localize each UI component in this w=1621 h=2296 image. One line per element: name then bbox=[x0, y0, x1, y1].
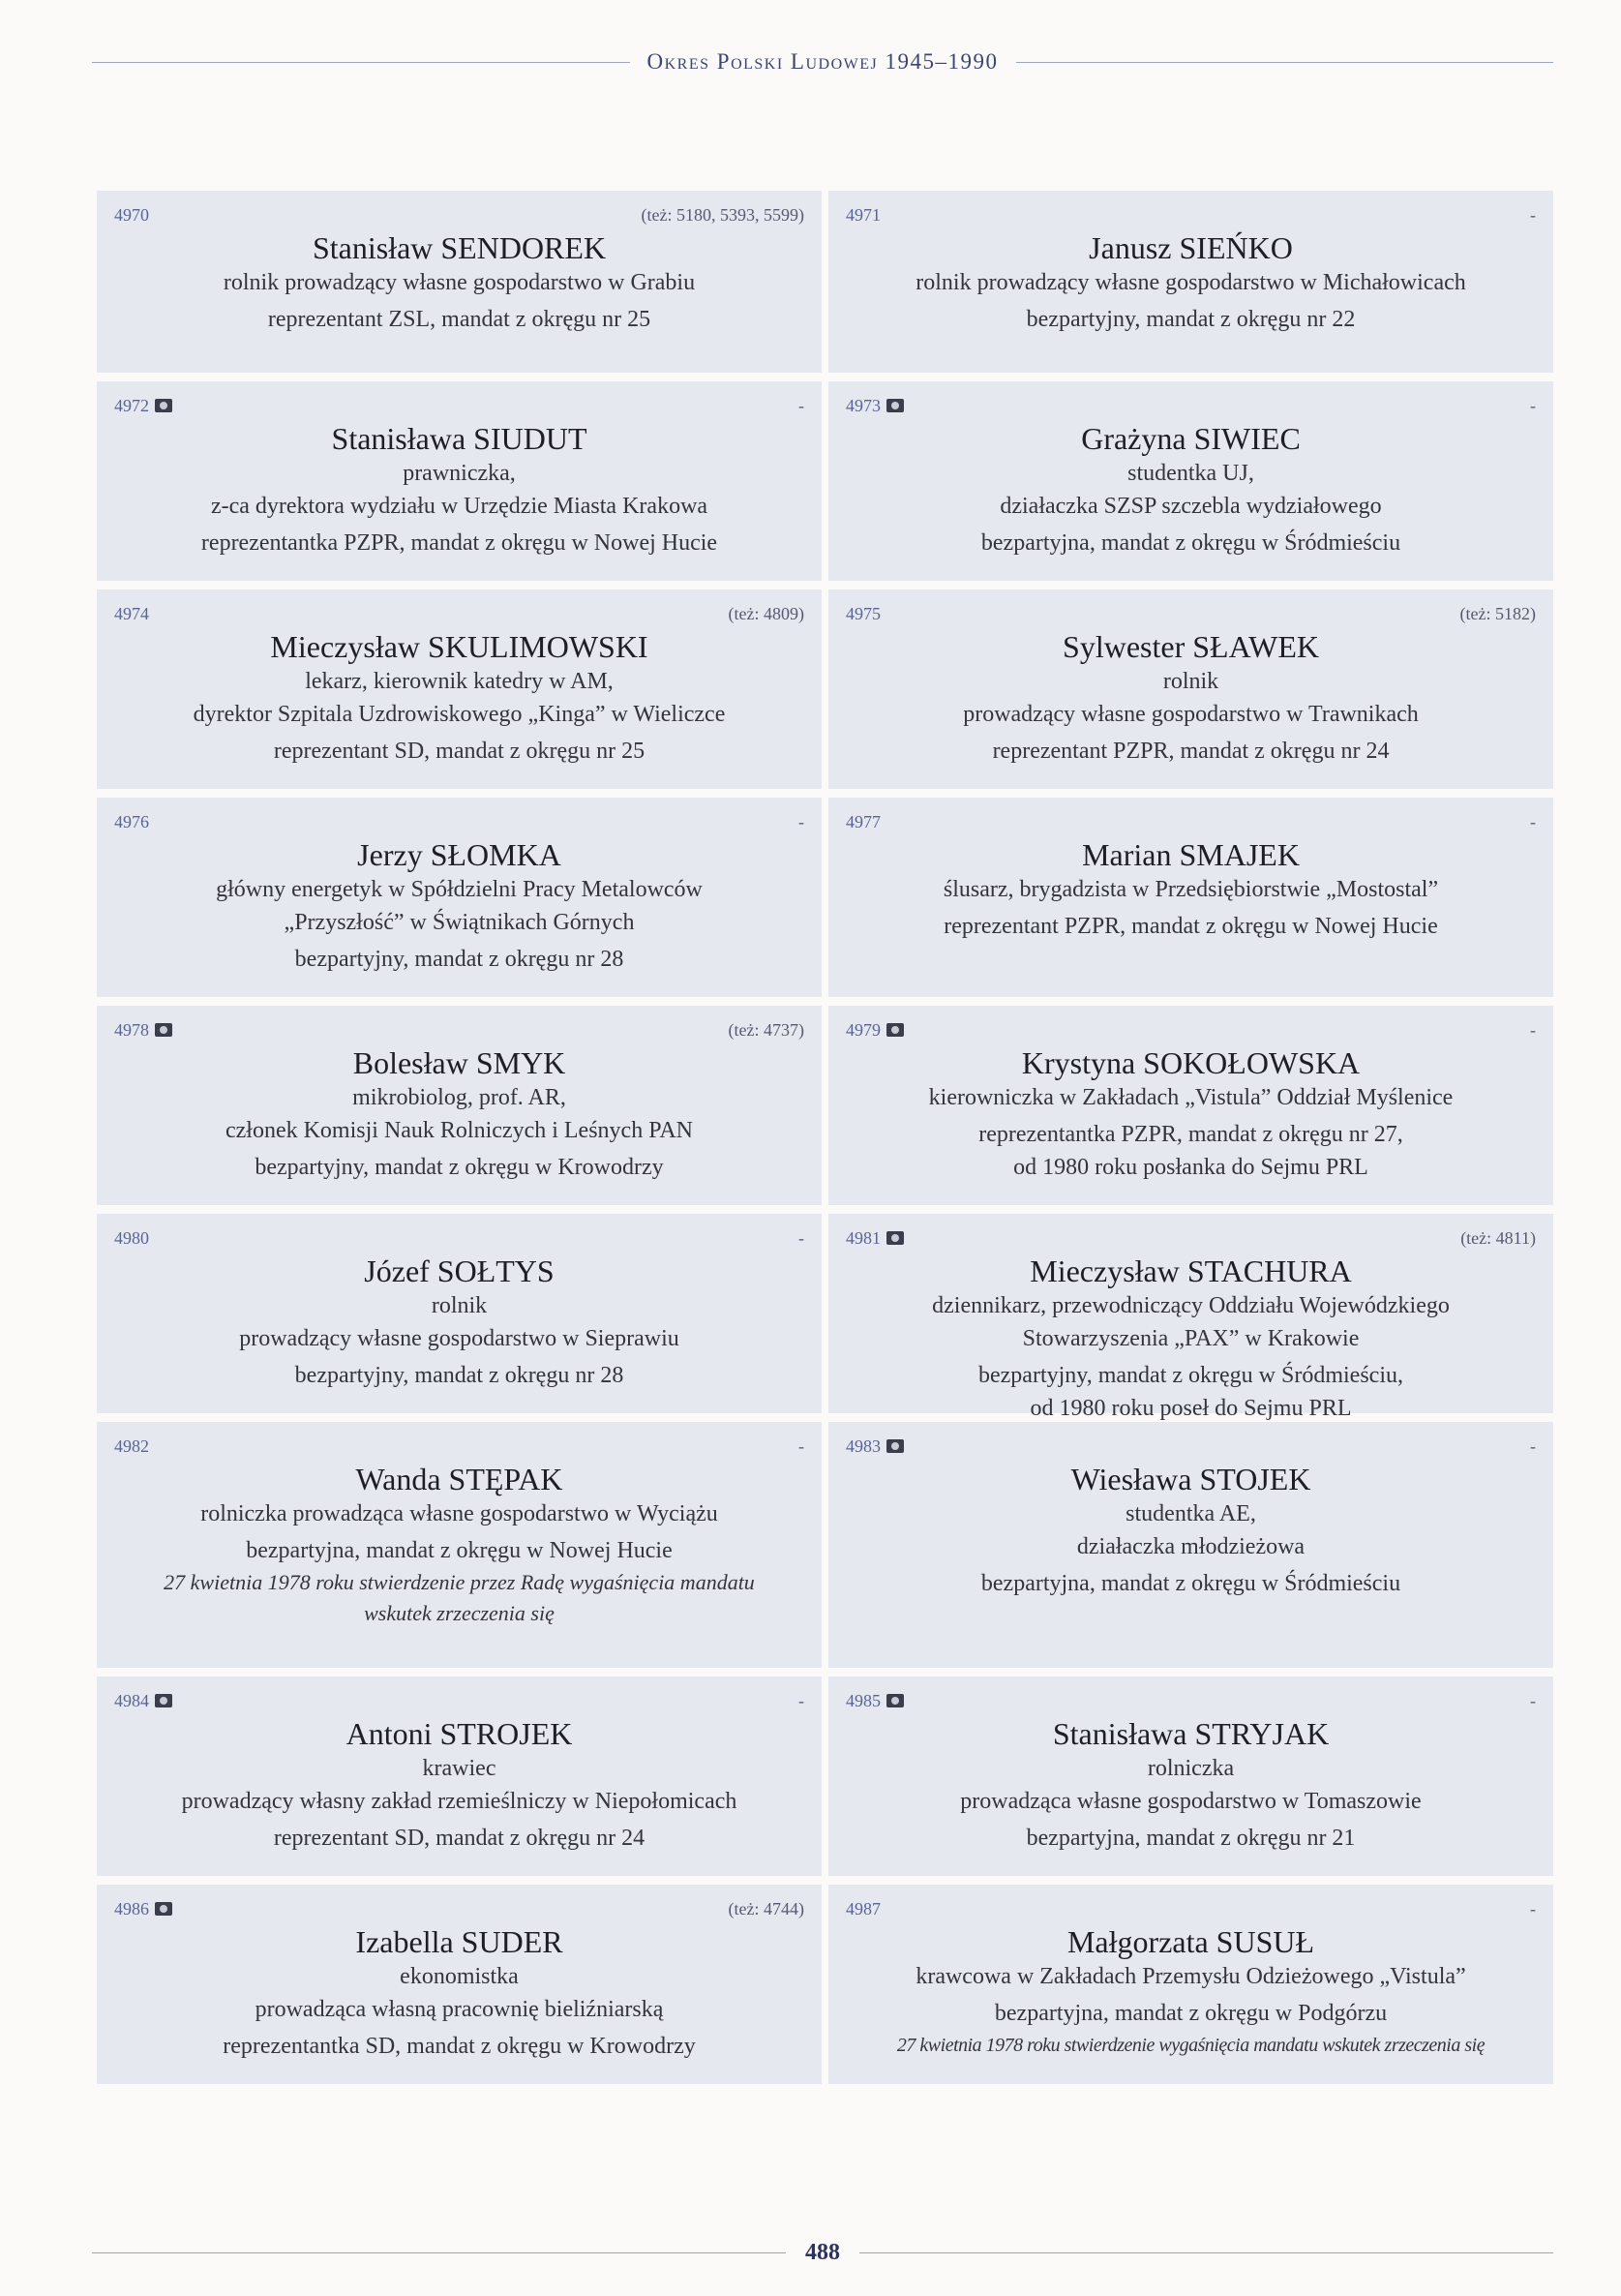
deputy-name: Antoni STROJEK bbox=[345, 1716, 573, 1751]
deputy-mandate: od 1980 roku posłanka do Sejmu PRL bbox=[1013, 1155, 1368, 1180]
deputy-occupation: ekonomistka bbox=[400, 1964, 519, 1989]
deputy-occupation: rolniczka prowadząca własne gospodarstwo w Wyciążu bbox=[200, 1501, 718, 1526]
deputy-occupation: dyrektor Szpitala Uzdrowiskowego „Kinga” w Wieliczce bbox=[193, 702, 726, 727]
deputy-card bbox=[828, 1006, 1553, 1205]
deputy-name: Mieczysław STACHURA bbox=[1030, 1254, 1352, 1288]
deputy-mandate: bezpartyjna, mandat z okręgu nr 21 bbox=[1026, 1826, 1356, 1851]
deputy-card bbox=[828, 1422, 1553, 1668]
deputy-name: Wanda STĘPAK bbox=[355, 1462, 563, 1496]
deputy-occupation: studentka UJ, bbox=[1127, 461, 1254, 486]
card-number-group bbox=[114, 812, 149, 832]
deputy-card bbox=[97, 1422, 822, 1668]
deputy-mandate: reprezentantka PZPR, mandat z okręgu w Nowej Hucie bbox=[200, 530, 718, 556]
card-header bbox=[114, 204, 804, 226]
header-title: Okres Polski Ludowej 1945–1990 bbox=[646, 49, 999, 74]
cross-reference: - bbox=[798, 395, 804, 415]
card-number-group bbox=[114, 1228, 149, 1249]
card-number: 4985 bbox=[846, 1690, 881, 1710]
deputy-note: 27 kwietnia 1978 roku stwierdzenie przez Radę wygaśnięcia mandatu bbox=[164, 1570, 755, 1594]
card-header bbox=[114, 1019, 804, 1041]
deputy-mandate: bezpartyjny, mandat z okręgu w Śródmieściu, bbox=[978, 1363, 1403, 1388]
deputy-occupation: „Przyszłość” w Świątnikach Górnych bbox=[284, 910, 635, 935]
footer-rule-right bbox=[859, 2252, 1553, 2253]
deputy-mandate: bezpartyjna, mandat z okręgu w Podgórzu bbox=[994, 2001, 1388, 2026]
card-number-group bbox=[114, 205, 149, 226]
deputy-mandate: bezpartyjna, mandat z okręgu w Nowej Hucie bbox=[246, 1538, 673, 1563]
deputy-occupation: krawiec bbox=[422, 1756, 496, 1781]
card-number-group bbox=[114, 396, 172, 416]
deputy-occupation: mikrobiolog, prof. AR, bbox=[352, 1085, 566, 1110]
cross-reference: (też: 5182) bbox=[1459, 603, 1536, 623]
deputy-occupation: z-ca dyrektora wydziału w Urzędzie Miasta Krakowa bbox=[210, 494, 708, 519]
deputy-name: Janusz SIEŃKO bbox=[1089, 230, 1293, 265]
card-number-group bbox=[846, 1436, 904, 1457]
deputy-card bbox=[97, 1214, 822, 1413]
card-number-group bbox=[846, 1228, 904, 1249]
deputy-occupation: kierowniczka w Zakładach „Vistula” Oddział Myślenice bbox=[928, 1085, 1454, 1110]
card-number: 4974 bbox=[114, 603, 149, 623]
card-header bbox=[114, 1690, 804, 1711]
deputy-occupation: rolnik bbox=[431, 1293, 488, 1318]
deputy-mandate: reprezentant PZPR, mandat z okręgu nr 24 bbox=[992, 739, 1390, 764]
cross-reference: - bbox=[1530, 395, 1536, 415]
deputy-occupation: ślusarz, brygadzista w Przedsiębiorstwie „Mostostal” bbox=[943, 877, 1439, 902]
card-number-group bbox=[846, 1899, 881, 1919]
cross-reference: (też: 5180, 5393, 5599) bbox=[641, 204, 804, 225]
deputy-card bbox=[828, 1214, 1553, 1421]
card-number-group bbox=[114, 1691, 172, 1711]
deputy-note: wskutek zrzeczenia się bbox=[364, 1601, 555, 1625]
page-footer bbox=[92, 2233, 1553, 2272]
camera-icon bbox=[886, 1694, 904, 1707]
card-number-group bbox=[846, 604, 881, 624]
deputy-name: Marian SMAJEK bbox=[1082, 837, 1300, 872]
camera-icon bbox=[886, 1023, 904, 1037]
deputy-occupation: Stowarzyszenia „PAX” w Krakowie bbox=[1022, 1326, 1360, 1351]
deputy-name: Stanisława SIUDUT bbox=[331, 421, 587, 456]
deputy-mandate: bezpartyjny, mandat z okręgu nr 22 bbox=[1026, 307, 1356, 332]
deputy-card bbox=[828, 798, 1553, 997]
deputy-mandate: reprezentant ZSL, mandat z okręgu nr 25 bbox=[267, 307, 651, 332]
deputy-card bbox=[828, 191, 1553, 373]
deputy-occupation: prowadzący własny zakład rzemieślniczy w Niepołomicach bbox=[181, 1789, 737, 1814]
deputy-card bbox=[97, 1006, 822, 1205]
deputy-occupation: prowadząca własną pracownię bieliźniarską bbox=[255, 1997, 664, 2022]
deputy-occupation: rolnik prowadzący własne gospodarstwo w Michałowicach bbox=[916, 270, 1466, 295]
deputy-mandate: bezpartyjny, mandat z okręgu w Krowodrzy bbox=[255, 1155, 664, 1180]
cross-reference: - bbox=[1530, 1019, 1536, 1040]
card-number-group bbox=[114, 1020, 172, 1041]
deputy-occupation: prowadzący własne gospodarstwo w Sieprawiu bbox=[239, 1326, 679, 1351]
card-number: 4970 bbox=[114, 204, 149, 225]
deputy-card bbox=[97, 589, 822, 789]
cross-reference: - bbox=[1530, 204, 1536, 225]
card-header bbox=[114, 603, 804, 624]
deputy-card bbox=[828, 381, 1553, 581]
card-header bbox=[846, 395, 1536, 416]
deputy-occupation: rolnik bbox=[1162, 669, 1219, 694]
card-number: 4976 bbox=[114, 811, 149, 831]
cross-reference: - bbox=[798, 1227, 804, 1248]
card-header bbox=[114, 1898, 804, 1919]
card-header bbox=[846, 1227, 1536, 1249]
card-number: 4978 bbox=[114, 1019, 149, 1040]
card-number: 4975 bbox=[846, 603, 881, 623]
cross-reference: - bbox=[1530, 1898, 1536, 1918]
card-number: 4987 bbox=[846, 1898, 881, 1918]
camera-icon bbox=[155, 1902, 172, 1916]
deputy-mandate: reprezentant PZPR, mandat z okręgu w Nowej Hucie bbox=[944, 914, 1438, 939]
card-header bbox=[846, 1435, 1536, 1457]
card-header bbox=[846, 603, 1536, 624]
deputy-mandate: reprezentantka SD, mandat z okręgu w Krowodrzy bbox=[223, 2034, 696, 2059]
card-number: 4972 bbox=[114, 395, 149, 415]
deputy-name: Krystyna SOKOŁOWSKA bbox=[1021, 1045, 1361, 1080]
cross-reference: - bbox=[1530, 1690, 1536, 1710]
cross-reference: - bbox=[798, 1690, 804, 1710]
card-number: 4980 bbox=[114, 1227, 149, 1248]
card-number-group bbox=[846, 205, 881, 226]
cross-reference: (też: 4811) bbox=[1460, 1227, 1536, 1248]
card-number-group bbox=[114, 604, 149, 624]
card-header bbox=[114, 395, 804, 416]
deputy-card bbox=[97, 1885, 822, 2084]
deputy-occupation: lekarz, kierownik katedry w AM, bbox=[305, 669, 614, 694]
deputy-mandate: bezpartyjny, mandat z okręgu nr 28 bbox=[294, 1363, 624, 1388]
deputy-card bbox=[828, 1677, 1553, 1876]
deputy-occupation: główny energetyk w Spółdzielni Pracy Metalowców bbox=[216, 877, 703, 902]
card-header bbox=[846, 204, 1536, 226]
deputy-name: Grażyna SIWIEC bbox=[1081, 421, 1301, 456]
deputy-mandate: reprezentant SD, mandat z okręgu nr 25 bbox=[273, 739, 645, 764]
cross-reference: - bbox=[798, 1435, 804, 1456]
deputy-occupation: rolniczka bbox=[1147, 1756, 1235, 1781]
page-number: 488 bbox=[805, 2239, 840, 2265]
deputy-occupation: członek Komisji Nauk Rolniczych i Leśnych PAN bbox=[225, 1118, 694, 1143]
camera-icon bbox=[155, 1694, 172, 1707]
deputy-card bbox=[97, 798, 822, 997]
card-header bbox=[846, 1019, 1536, 1041]
deputy-occupation: prowadzący własne gospodarstwo w Trawnikach bbox=[963, 702, 1419, 727]
deputy-name: Mieczysław SKULIMOWSKI bbox=[270, 629, 648, 664]
deputy-card bbox=[97, 1677, 822, 1876]
card-number-group bbox=[846, 1020, 904, 1041]
camera-icon bbox=[155, 1023, 172, 1037]
cross-reference: - bbox=[798, 811, 804, 831]
deputy-mandate: reprezentantka PZPR, mandat z okręgu nr 27, bbox=[978, 1122, 1403, 1147]
deputy-name: Izabella SUDER bbox=[355, 1924, 563, 1959]
deputy-name: Małgorzata SUSUŁ bbox=[1066, 1924, 1315, 1959]
card-number-group bbox=[846, 396, 904, 416]
deputy-card bbox=[828, 589, 1553, 789]
deputy-occupation: dziennikarz, przewodniczący Oddziału Wojewódzkiego bbox=[932, 1293, 1450, 1318]
deputy-occupation: działaczka młodzieżowa bbox=[1076, 1534, 1306, 1559]
deputy-mandate: reprezentant SD, mandat z okręgu nr 24 bbox=[273, 1826, 645, 1851]
card-number: 4977 bbox=[846, 811, 881, 831]
card-header bbox=[846, 811, 1536, 832]
cross-reference: (też: 4809) bbox=[728, 603, 804, 623]
deputy-name: Sylwester SŁAWEK bbox=[1063, 629, 1319, 664]
card-number: 4983 bbox=[846, 1435, 881, 1456]
card-number-group bbox=[846, 812, 881, 832]
camera-icon bbox=[886, 1439, 904, 1453]
deputies-grid bbox=[97, 191, 1553, 2084]
card-number: 4979 bbox=[846, 1019, 881, 1040]
deputy-name: Stanisława STRYJAK bbox=[1052, 1716, 1330, 1751]
card-number: 4984 bbox=[114, 1690, 149, 1710]
deputy-occupation: działaczka SZSP szczebla wydziałowego bbox=[1000, 494, 1382, 519]
camera-icon bbox=[886, 1231, 904, 1245]
camera-icon bbox=[155, 399, 172, 412]
deputy-occupation: prawniczka, bbox=[403, 461, 516, 486]
deputy-mandate: bezpartyjny, mandat z okręgu nr 28 bbox=[294, 947, 624, 972]
header-rule-left bbox=[92, 62, 630, 63]
card-header bbox=[846, 1898, 1536, 1919]
deputy-card bbox=[97, 381, 822, 581]
card-number: 4986 bbox=[114, 1898, 149, 1918]
deputy-note: 27 kwietnia 1978 roku stwierdzenie wygaśnięcia mandatu wskutek zrzeczenia się bbox=[896, 2035, 1486, 2056]
card-number: 4982 bbox=[114, 1435, 149, 1456]
deputy-card bbox=[828, 1885, 1553, 2084]
deputy-name: Jerzy SŁOMKA bbox=[357, 837, 561, 872]
card-number-group bbox=[114, 1899, 172, 1919]
card-header bbox=[114, 811, 804, 832]
deputy-name: Józef SOŁTYS bbox=[364, 1254, 555, 1288]
card-number-group bbox=[114, 1436, 149, 1457]
deputy-card bbox=[97, 191, 822, 373]
deputy-occupation: rolnik prowadzący własne gospodarstwo w Grabiu bbox=[223, 270, 696, 295]
card-number: 4971 bbox=[846, 204, 881, 225]
camera-icon bbox=[886, 399, 904, 412]
card-number-group bbox=[846, 1691, 904, 1711]
header-rule-right bbox=[1016, 62, 1554, 63]
card-number: 4973 bbox=[846, 395, 881, 415]
deputy-occupation: krawcowa w Zakładach Przemysłu Odzieżowego „Vistula” bbox=[916, 1964, 1466, 1989]
deputy-name: Stanisław SENDOREK bbox=[312, 230, 607, 265]
deputy-mandate: od 1980 roku poseł do Sejmu PRL bbox=[1030, 1396, 1352, 1421]
deputy-occupation: prowadząca własne gospodarstwo w Tomaszowie bbox=[960, 1789, 1422, 1814]
card-header bbox=[846, 1690, 1536, 1711]
deputy-name: Wiesława STOJEK bbox=[1070, 1462, 1311, 1496]
card-header bbox=[114, 1227, 804, 1249]
cross-reference: (też: 4737) bbox=[728, 1019, 804, 1040]
cross-reference: - bbox=[1530, 811, 1536, 831]
cross-reference: - bbox=[1530, 1435, 1536, 1456]
card-header bbox=[114, 1435, 804, 1457]
running-header bbox=[92, 43, 1553, 81]
deputy-mandate: bezpartyjna, mandat z okręgu w Śródmieściu bbox=[980, 1571, 1401, 1596]
footer-rule-left bbox=[92, 2252, 786, 2253]
deputy-mandate: bezpartyjna, mandat z okręgu w Śródmieściu bbox=[980, 530, 1401, 556]
deputy-occupation: studentka AE, bbox=[1126, 1501, 1256, 1526]
deputy-name: Bolesław SMYK bbox=[352, 1045, 566, 1080]
card-number: 4981 bbox=[846, 1227, 881, 1248]
cross-reference: (też: 4744) bbox=[728, 1898, 804, 1918]
